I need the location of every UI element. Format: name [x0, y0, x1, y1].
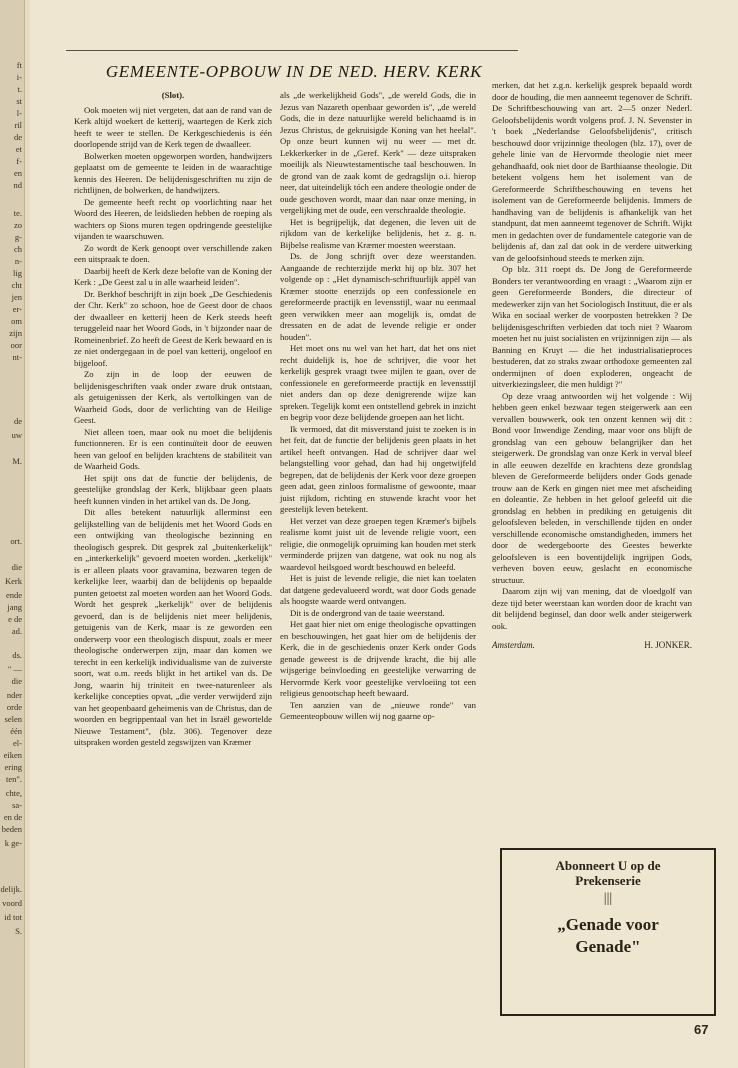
margin-fragment: nd	[13, 180, 22, 190]
paragraph: Ten aanzien van de „nieuwe ronde" van Gemeenteopbouw willen wij nog gaarne op-	[280, 699, 476, 721]
paragraph: Niet alleen toen, maar ook nu moet die belijdenis functionneren. Er is een continuïteit door de eeuwen heen van geloof en belijden krachtens de stabiliteit van de Waarheid Gods.	[74, 426, 272, 471]
margin-fragment: t.	[17, 84, 22, 94]
margin-fragment: " —	[7, 664, 22, 674]
paragraph: Dit is de ondergrond van de taaie weerstand.	[290, 607, 445, 618]
signature-place: Amsterdam.	[492, 640, 535, 650]
paragraph: als „de werkelijkheid Gods", „de wereld Gods, die in Jezus van Nazareth openbaar geworden is", „de wereld Gods, die in deze natuurlijke wereld belichaamd is in Jezus Christus, de gekruisigde Koning van het heelal". Op onze beurt kunnen wij nu weer — met dr. Lekkerkerker in de „Geref. Kerk" — deze uitspraken moeilijk als Nieuwtestamentische taal beschouwen. In de grond van de zaak komt de gedragslijn o.i. hierop neer, dat uiteindelijk tóch een andere theologie onder de oude geschoven wordt, maar dan naar onze mening, in vergelijking met de oude, een verschraalde theologie.	[280, 90, 476, 215]
margin-fragment: selen	[4, 714, 22, 724]
margin-fragment: en de	[3, 812, 22, 822]
article-title: GEMEENTE-OPBOUW IN DE NED. HERV. KERK	[105, 62, 483, 81]
margin-fragment: ril	[14, 120, 22, 130]
previous-page-margin	[0, 0, 25, 1068]
paragraph: Het is begrijpelijk, dat degenen, die leven uit de rijkdom van de kerkelijke belijdenis, het z. g. n. Bijbelse realisme van Kræmer moesten weerstaan.	[280, 216, 476, 250]
margin-fragment: die	[11, 676, 22, 686]
margin-fragment: orde	[6, 702, 22, 712]
page	[30, 0, 738, 1068]
margin-fragment: zijn	[9, 328, 22, 338]
signature	[492, 640, 692, 652]
margin-fragment: chte,	[5, 788, 22, 798]
margin-fragment: ft	[16, 60, 22, 70]
margin-fragment: de	[13, 416, 22, 426]
margin-fragment: ds.	[12, 650, 22, 660]
article-subtitle: (Slot).	[161, 90, 185, 100]
margin-fragment: nder	[6, 690, 22, 700]
margin-fragment: el-	[13, 738, 22, 748]
margin-fragment: f-	[16, 156, 22, 166]
advert-title-line-1: „Genade voor	[557, 915, 659, 934]
advert-line-1: Abonneert U op de	[555, 858, 661, 873]
margin-fragment: uw	[11, 430, 22, 440]
margin-fragment: i-	[16, 72, 22, 82]
margin-fragment: ten".	[6, 774, 22, 784]
margin-fragment: en	[13, 168, 22, 178]
margin-fragment: lig	[13, 268, 22, 278]
margin-fragment: beden	[1, 824, 22, 834]
margin-fragment: e de	[8, 614, 22, 624]
advert-line-2: Prekenserie	[575, 873, 641, 888]
margin-fragment: ort.	[10, 536, 22, 546]
paragraph: Daarbij heeft de Kerk deze belofte van de Koning der Kerk : „De Geest zal u in alle waarheid leiden".	[74, 265, 272, 287]
margin-fragment: zo	[13, 220, 22, 230]
paragraph: Ik vermoed, dat dit misverstand juist te zoeken is in het feit, dat de functie der belijdenis geen plaats in het artikel heeft ontvangen. Had de schrijver daar wel belangstelling voor gehad, dan had hij ongetwijfeld begrepen, dat de belijdenis der Kerk voor deze groepen geen adat, geen zinloos formalisme of gewoonte, maar juist rijkdom, richting en stuwende kracht voor het geestelijk leven betekent.	[280, 423, 476, 514]
text-column-3	[492, 80, 692, 652]
top-rule	[66, 50, 518, 51]
advert-title-line-2: Genade"	[575, 937, 641, 956]
margin-fragment: delijk.	[0, 884, 22, 894]
margin-fragment: om	[11, 316, 22, 326]
margin-fragment: jen	[11, 292, 22, 302]
margin-fragment: sa-	[12, 800, 22, 810]
paragraph: Zo zijn in de loop der eeuwen de belijdenisgeschriften vaak onder zware druk ontstaan, als getuigenissen der Kerk, als vertolkingen van de Waarheid Gods, door de verlichting van de Heilige Geest.	[74, 369, 272, 425]
paragraph: Het moet ons nu wel van het hart, dat het ons niet recht duidelijk is, hoe de schrijver, die voor het kerkelijk gesprek vraagt twee mijlen te gaan, over de confessionele en gereformeerde practijk en levensstijl niet anders dan op deze denigrerende wijze kan spreken. Tegelijk komt een ontstellend gebrek in inzicht en begrip voor deze belijdende groepen aan het licht.	[280, 343, 476, 422]
margin-fragment: Kerk	[5, 576, 22, 586]
paragraph: Dit alles betekent natuurlijk allerminst een gelijkstelling van de belijdenis met het Woord Gods en een ontwijking van theologische bezinning en theologisch gesprek. Dit gesprek zal „buitenkerkelijk" en „interkerkelijk" gevoerd moeten worden. „kerkelijk" is er alleen plaats voor gravamina, bezwaren tegen de kerkelijke leer, waarbij dan de belijdenis op bepaalde punten getoetst zal moeten worden aan het Woord Gods. Wordt het gesprek „kerkelijk" over de belijdenis gevoerd, dan is de belijdenis niet meer belijdenis, getuigenis van de Kerk, maar is ze geworden een onderwerp voor een theologisch dispuut, zoals er meer theologische onderwerpen zijn, maar dan komen we terecht in een kerkelijk individualisme van de zuiverste soort, wat o.m. reeds blijkt in het artikel van ds. De Jong, waarin hij triniteit en twee-naturenleer als kerkelijke concepties opvat, „die verder verwijderd zijn van het geopenbaard geheimenis van de Christus, dan de woorden en begrippentaal van het in Israël gewortelde Nieuwe Testament", (blz. 306). Tegenover deze uitspraken worden gesteld zegswijzen van Kræmer	[74, 507, 272, 747]
paragraph: Op deze vraag antwoorden wij het volgende : Wij hebben geen enkel bezwaar tegen steigerwerk aan een vervallen bouwwerk, ook ten onzent kennen wij dit : Bond voor Inwendige Zending, maar voor ons blijft de grondslag van een gebouw belangrijker dan het steigerwerk. De grondslag van onze Kerk in verval bleef in alle eeuwen dezelfde en krachtens deze grondslag bleven de Gereformeerde belijders onder Gods genade trouw aan de Kerk en gingen niet mee met afscheiding en doleantie. Ze hebben in het geloof geleefd uit die grondslag en hebben in prediking en getuigenis dit geloofsleven beleden, in verschillende tijden en onder verschillende economische omstandigheden, immers het door de wedergeboorte des Geestes bewerkte geloofsleven is een boventijdelijk ingrijpen Gods, verheven boven eeuw, geslacht en economische structuur.	[492, 390, 692, 585]
margin-fragment: er-	[12, 304, 22, 314]
paragraph: De gemeente heeft recht op voorlichting naar het Woord des Heeren, de leidslieden hebben de roeping als wachters op Sions muren tegen opdringende geestelijke vijanden te waarschuwen.	[74, 196, 272, 241]
margin-fragment: id tot	[4, 912, 22, 922]
advert-separator: |||	[603, 891, 613, 906]
advert-title	[502, 914, 714, 958]
margin-fragment: de	[13, 132, 22, 142]
paragraph: Het spijt ons dat de functie der belijdenis, de geestelijke grondslag der Kerk, blijkbaar geen plaats heeft kunnen vinden in het artikel van ds. De Jong.	[74, 472, 272, 506]
page-number: 67	[694, 1022, 709, 1037]
margin-fragment: ende	[5, 590, 22, 600]
text-column-1	[74, 90, 272, 749]
margin-fragment: die	[11, 562, 22, 572]
subscription-advert	[500, 848, 716, 1016]
paragraph: Op blz. 311 roept ds. De Jong de Gereformeerde Bonders ter verantwoording en vraagt : „Waarom zijn er geen Gereformeerde Bonders, die directeur of medewerker zijn van het Sociologisch Instituut, die er als Wika en sociaal werker de voorposten betrekken ? De belijdenisgeschriften verbieden dat toch niet ? Waarom moeten het nu juist socialisten en vrijzinnigen zijn — als Banning en Kruyt — die het industrialisatieproces bestuderen, dat zo straks zwaar orthodoxe gemeenten zal ondermijnen of doen exploderen, ongeacht de uitverkiezingsleer, die men huldigt ?"	[492, 264, 692, 389]
margin-fragment: n-	[14, 256, 22, 266]
paragraph: merken, dat het z.g.n. kerkelijk gesprek bepaald wordt door de houding, die men aanneemt tegenover de Schrift. De Schriftbeschouwing van art. 2—5 onzer Nederl. Geloofsbelijdenis wordt volgens prof. J. N. Sevenster in 't boek „Nederlandse Geloofsbelijdenis", critisch beschouwd door vrijzinnige theologen (blz. 17), over de gehele linie van de Hervormde theologie niet meer gehandhaafd, ook niet door de Barthiaanse theologie. Dit betekent volgens hem het isolement van de Gereformeerde Schriftbeschouwing en tevens het isolement van de Gereformeerde belijdenis. Immers de handhaving van de belijdenis is afhankelijk van het standpunt, dat men aanneemt tegenover de Schrift. Wijkt men in gedachten over de fundamentele categorie van de belijdenis af, dan zal dat ook in de verdere uitwerking van de geloofsinhoud steeds te merken zijn.	[492, 80, 692, 263]
paragraph: Dr. Berkhof beschrijft in zijn boek „De Geschiedenis der Chr. Kerk" zo schoon, hoe de Geest door de chaos der dwaalleer en ketterij heen de Kerk steeds heeft teruggeleid naar het Woord Gods, in 't bijzonder naar de Romeinenbrief. Zo heeft de Geest de Kerk bewaard en is ze niet ondergegaan in de poel van ketterij, ongeloof en bijgeloof.	[74, 288, 272, 368]
text-column-2	[280, 90, 476, 723]
margin-fragment: één	[10, 726, 22, 736]
margin-fragment: ch	[13, 244, 22, 254]
margin-fragment: l-	[16, 108, 22, 118]
margin-fragment: voord	[2, 898, 22, 908]
paragraph: Het verzet van deze groepen tegen Kræmer's bijbels realisme komt juist uit de levende religie voort, een religie, die onmogelijk opruiming kan houden met sterk verminderde prijzen van datgene, wat ook nu nog als waardevol heilsgoed wordt beschouwd en beleefd.	[280, 515, 476, 572]
margin-fragment: M.	[12, 456, 22, 466]
paragraph: Daarom zijn wij van mening, dat de vloedgolf van deze tijd beter weerstaan kan worden door de kracht van dit belijdend beginsel, dan door welk ander steigerwerk ook.	[492, 586, 692, 631]
margin-fragment: eiken	[3, 750, 22, 760]
margin-fragment: nt-	[12, 352, 22, 362]
paragraph: Zo wordt de Kerk genoopt over verschillende zaken een uitspraak te doen.	[74, 242, 272, 264]
paragraph: Ook moeten wij niet vergeten, dat aan de rand van de Kerk altijd woekert de ketterij, waartegen de Kerk zich heeft te weer te stellen. De Kerkgeschiedenis is één doorlopende strijd van de Kerk tegen de dwaalleer.	[74, 104, 272, 149]
margin-fragment: st	[16, 96, 22, 106]
paragraph: Het is juist de levende religie, die niet kan toelaten dat datgene gedevalueerd wordt, wat door Gods genade als hoogste waarde werd ontvangen.	[280, 573, 476, 606]
margin-fragment: g-	[14, 232, 22, 242]
margin-fragment: cht	[11, 280, 22, 290]
paragraph: Het gaat hier niet om enige theologische opvattingen en beschouwingen, het gaat hier om de belijdenis der Kerk, die in de geschiedenis onzer Kerk onder Gods genade geweest is de drijvende kracht, die bij alle wijsgerige beïnvloeding en geestelijke verwarring de Hervormde Kerk voor geestelijke vervloeiing tot een religieus genootschap heeft bewaard.	[280, 619, 476, 698]
margin-fragment: te.	[13, 208, 22, 218]
margin-fragment: S.	[15, 926, 22, 936]
signature-author: H. JONKER.	[644, 640, 692, 650]
margin-fragment: ering	[4, 762, 22, 772]
margin-fragment: et	[15, 144, 22, 154]
advert-heading	[502, 858, 714, 888]
margin-fragment: ad.	[11, 626, 22, 636]
paragraph: Ds. de Jong schrijft over deze weerstanden. Aangaande de rechterzijde merkt hij op blz. 307 het volgende op : „Het dynamisch-schriftuurlijk appèl van Kræmer stootte enerzijds op een confessionele en gereformeerde practijk en levensstijl, waar nu eenmaal geen verwikken meer aan mogelijk is, omdat de dressaten en de adat de levende religie er onder houden".	[280, 251, 476, 342]
margin-fragment: oor	[10, 340, 22, 350]
margin-fragment: jang	[7, 602, 22, 612]
margin-fragment: k ge-	[4, 838, 22, 848]
paragraph: Bolwerken moeten opgeworpen worden, handwijzers geplaatst om de gemeente te leiden in de waarachtige kennis des Heeren. De belijdenisgeschriften nu zijn de richtlijnen, de bolwerken, de handwijzers.	[74, 150, 272, 195]
